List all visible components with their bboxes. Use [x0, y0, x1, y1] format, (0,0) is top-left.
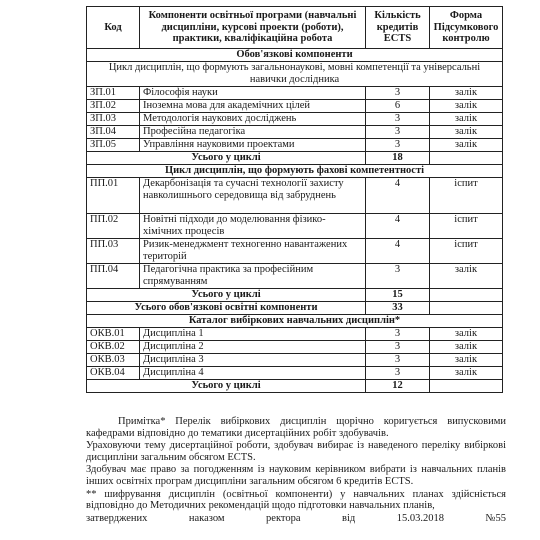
- row-code: ЗП.03: [87, 113, 140, 126]
- table-row: [87, 139, 503, 152]
- row-credits: 4: [366, 239, 430, 264]
- header-credits: Кількість кредитів ECTS: [366, 7, 430, 49]
- row-control: залік: [430, 87, 503, 100]
- note-coding: ** шифрування дисциплін (освітньої компоненти) у навчальних планах здійсніється відповідно до Методичних рекомендацій щодо підготовки навчальних планів,: [86, 488, 506, 512]
- empty-cell: [430, 152, 503, 165]
- curriculum-table: [86, 6, 503, 393]
- table-row: [87, 264, 503, 289]
- row-control: залік: [430, 341, 503, 354]
- note-other-programs: Здобувач має право за погодженням із науковим керівником вибрати із навчальних планів інших освітніх програм дисципліни загальним обсягом 6 кредитів ECTS.: [86, 464, 506, 487]
- table-row: [87, 87, 503, 100]
- row-name: Управління науковими проектами: [140, 139, 366, 152]
- row-code: ЗП.04: [87, 126, 140, 139]
- row-code: ЗП.01: [87, 87, 140, 100]
- approval-word: від: [342, 512, 356, 524]
- table-row: [87, 239, 503, 264]
- row-name: Новітні підходи до моделювання фізико-хімічних процесів: [140, 214, 366, 239]
- empty-cell: [430, 289, 503, 302]
- row-code: ОКВ.01: [87, 328, 140, 341]
- row-code: ПП.02: [87, 214, 140, 239]
- row-name: Методологія наукових досліджень: [140, 113, 366, 126]
- empty-cell: [430, 380, 503, 393]
- row-name: Декарбонізація та сучасні технології захисту навколишнього середовища від забруднень: [140, 178, 366, 214]
- header-control: Форма Підсумкового контролю: [430, 7, 503, 49]
- table-row: [87, 214, 503, 239]
- mandatory-total-value: 33: [366, 302, 430, 315]
- row-name: Дисципліна 3: [140, 354, 366, 367]
- general-cycle-title: Цикл дисциплін, що формують загальнонаукові, мовні компетенції та універсальні навички дослідника: [87, 62, 503, 87]
- row-control: залік: [430, 100, 503, 113]
- row-credits: 3: [366, 139, 430, 152]
- row-control: іспит: [430, 178, 503, 214]
- table-row: [87, 328, 503, 341]
- table-header-row: [87, 7, 503, 49]
- mandatory-title: Обов'язкові компоненти: [87, 49, 503, 62]
- row-code: ОКВ.04: [87, 367, 140, 380]
- row-control: залік: [430, 113, 503, 126]
- row-name: Дисципліна 2: [140, 341, 366, 354]
- row-credits: 4: [366, 178, 430, 214]
- elective-total-row: [87, 380, 503, 393]
- table-row: [87, 113, 503, 126]
- general-total-value: 18: [366, 152, 430, 165]
- row-credits: 3: [366, 341, 430, 354]
- elective-total-label: Усього у циклі: [87, 380, 366, 393]
- row-name: Педагогічна практика за професійним спрямуванням: [140, 264, 366, 289]
- row-control: залік: [430, 126, 503, 139]
- row-code: ПП.03: [87, 239, 140, 264]
- prof-total-row: [87, 289, 503, 302]
- row-credits: 3: [366, 126, 430, 139]
- table-row: [87, 126, 503, 139]
- row-code: ОКВ.03: [87, 354, 140, 367]
- row-control: залік: [430, 139, 503, 152]
- row-control: залік: [430, 354, 503, 367]
- note-selection: Ураховуючи тему дисертаційної роботи, здобувач вибирає із наведеного переліку вибіркові дисципліни загальним обсягом ECTS.: [86, 440, 506, 463]
- note-approval-line: [86, 513, 506, 525]
- row-name: Дисципліна 4: [140, 367, 366, 380]
- table-row: [87, 100, 503, 113]
- table-row: [87, 341, 503, 354]
- row-credits: 3: [366, 113, 430, 126]
- row-credits: 6: [366, 100, 430, 113]
- prof-cycle-title: Цикл дисциплін, що формують фахові компетентності: [87, 165, 503, 178]
- approval-number: №55: [485, 512, 506, 524]
- general-total-row: [87, 152, 503, 165]
- approval-word: наказом: [188, 512, 225, 524]
- prof-cycle-row: [87, 165, 503, 178]
- general-total-label: Усього у циклі: [87, 152, 366, 165]
- row-name: Філософія науки: [140, 87, 366, 100]
- note-electives: Примітка* Перелік вибіркових дисциплін щорічно коригується випусковими кафедрами відповідно до тематики дисертаційних робіт здобувачів.: [86, 416, 506, 439]
- table-row: [87, 354, 503, 367]
- approval-word: ректора: [266, 512, 301, 524]
- row-name: Іноземна мова для академічних цілей: [140, 100, 366, 113]
- row-control: іспит: [430, 239, 503, 264]
- empty-cell: [430, 302, 503, 315]
- row-control: іспит: [430, 214, 503, 239]
- row-code: ПП.04: [87, 264, 140, 289]
- approval-word: затверджених: [86, 512, 148, 524]
- row-name: Дисципліна 1: [140, 328, 366, 341]
- table-row: [87, 178, 503, 214]
- mandatory-total-label: Усього обов'язкові освітні компоненти: [87, 302, 366, 315]
- prof-total-label: Усього у циклі: [87, 289, 366, 302]
- mandatory-section-row: [87, 49, 503, 62]
- row-name: Ризик-менеджмент техногенно навантажених територій: [140, 239, 366, 264]
- row-control: залік: [430, 264, 503, 289]
- elective-title: Каталог вибіркових навчальних дисциплін*: [87, 315, 503, 328]
- notes: [86, 416, 506, 524]
- row-credits: 3: [366, 328, 430, 341]
- row-credits: 4: [366, 214, 430, 239]
- table-row: [87, 367, 503, 380]
- row-name: Професійна педагогіка: [140, 126, 366, 139]
- approval-date: 15.03.2018: [396, 512, 444, 524]
- row-control: залік: [430, 328, 503, 341]
- row-code: ОКВ.02: [87, 341, 140, 354]
- row-control: залік: [430, 367, 503, 380]
- mandatory-total-row: [87, 302, 503, 315]
- general-cycle-row: [87, 62, 503, 87]
- header-code: Код: [87, 7, 140, 49]
- row-code: ЗП.05: [87, 139, 140, 152]
- row-credits: 3: [366, 264, 430, 289]
- row-code: ПП.01: [87, 178, 140, 214]
- row-credits: 3: [366, 367, 430, 380]
- row-code: ЗП.02: [87, 100, 140, 113]
- row-credits: 3: [366, 87, 430, 100]
- elective-section-row: [87, 315, 503, 328]
- prof-total-value: 15: [366, 289, 430, 302]
- elective-total-value: 12: [366, 380, 430, 393]
- header-component: Компоненти освітньої програми (навчальні дисципліни, курсові проекти (роботи), практики, кваліфікаційна робота: [140, 7, 366, 49]
- row-credits: 3: [366, 354, 430, 367]
